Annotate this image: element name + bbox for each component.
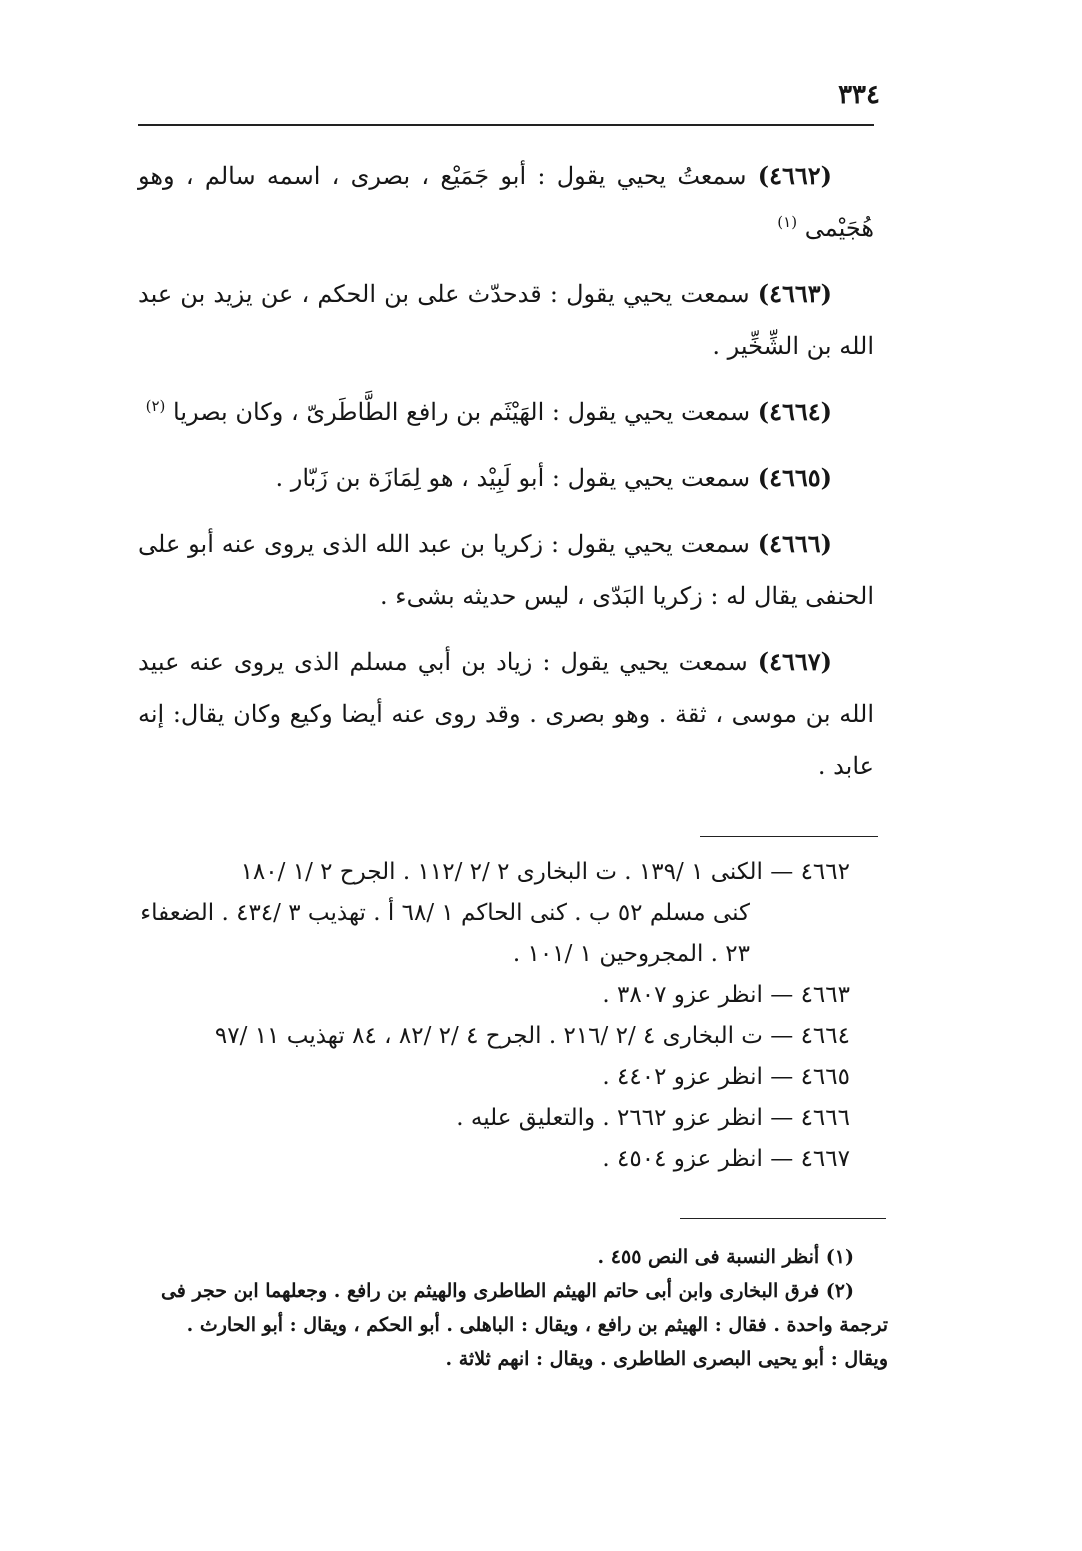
entry-number: (٤٦٦٣) [757,279,832,308]
narration-entries [138,150,874,806]
footnotes [138,1240,888,1376]
reference-line: ٤٦٦٧ — انظر عزو ٤٥٠٤ . [602,1146,850,1172]
entry-number: (٤٦٦٤) [757,397,832,426]
entry-text: سمعت يحيي يقول : زياد بن أبي مسلم الذى يروى عنه عبيد الله بن موسى ، ثقة . وهو بصرى . وقد روى عنه أيضا وكيع وكان يقال: إنه عابد . [138,648,874,780]
page-number: ٣٣٤ [838,80,880,110]
entry-4662 [138,150,874,254]
footnote-1: (١) أنظر النسبة فى النص ٤٥٥ . [597,1246,854,1268]
reference-line: ٤٦٦٢ — الكنى ١ /١٣٩ . ت البخارى ٢ /٢ /١١٢ . الجرح ٢ /١ /١٨٠ [240,859,850,885]
entry-text: سمعتُ يحيي يقول : أبو جَمَيْع ، بصرى ، اسمه سالم ، وهو هُجَيْمى [138,162,874,242]
footnotes-separator [680,1218,886,1219]
entry-text: سمعت يحيي يقول : أبو لَبِيْد ، هو لِمَازَة بن زَبّار . [275,464,751,492]
footnote-reference: (٢) [145,397,166,415]
entry-number: (٤٦٦٧) [757,647,832,676]
reference-line: ٤٦٦٤ — ت البخارى ٤ /٢ /٢١٦ . الجرح ٤ /٢ /٨٢ ، ٨٤ تهذيب ١١ /٩٧ [214,1023,850,1049]
source-references [138,852,850,1180]
reference-line: ٢٣ . المجروحين ١ /١٠١ . [512,941,750,967]
entry-number: (٤٦٦٢) [757,161,832,190]
reference-line: كنى مسلم ٥٢ ب . كنى الحاكم ١ /٦٨ أ . تهذيب ٣ /٤٣٤ . الضعفاء [140,900,750,926]
reference-line: ٤٦٦٥ — انظر عزو ٤٤٠٢ . [602,1064,850,1090]
entry-4663 [138,268,874,372]
entry-4664 [138,386,874,438]
entry-4667 [138,636,874,792]
entry-text: سمعت يحيي يقول : قدحدّث على بن الحكم ، عن يزيد بن عبد الله بن الشِّخِّير . [138,280,874,360]
header-rule [138,124,874,126]
references-separator [700,836,878,837]
entry-text: سمعت يحيي يقول : الهَيْثَم بن رافع الطَّاطَرىّ ، وكان بصريا [173,398,751,426]
entry-number: (٤٦٦٦) [757,529,832,558]
entry-4666 [138,518,874,622]
entry-text: سمعت يحيي يقول : زكريا بن عبد الله الذى يروى عنه أبو على الحنفى يقال له : زكريا البَدّى ، ليس حديثه بشىء . [138,530,874,610]
entry-4665 [138,452,874,504]
reference-line: ٤٦٦٣ — انظر عزو ٣٨٠٧ . [602,982,850,1008]
reference-line: ٤٦٦٦ — انظر عزو ٢٦٦٢ . والتعليق عليه . [456,1105,850,1131]
footnote-reference: (١) [777,213,798,231]
footnote-2: (٢) فرق البخارى وابن أبى حاتم الهيثم الطاطرى والهيثم بن رافع . وجعلهما ابن حجر فى ترجمة واحدة . فقال : الهيثم بن رافع ، ويقال : الباهلى . أبو الحكم ، ويقال : أبو الحارث . ويقال : أبو يحيى البصرى الطاطرى . ويقال : انهم ثلاثة . [160,1280,888,1370]
entry-number: (٤٦٦٥) [757,463,832,492]
